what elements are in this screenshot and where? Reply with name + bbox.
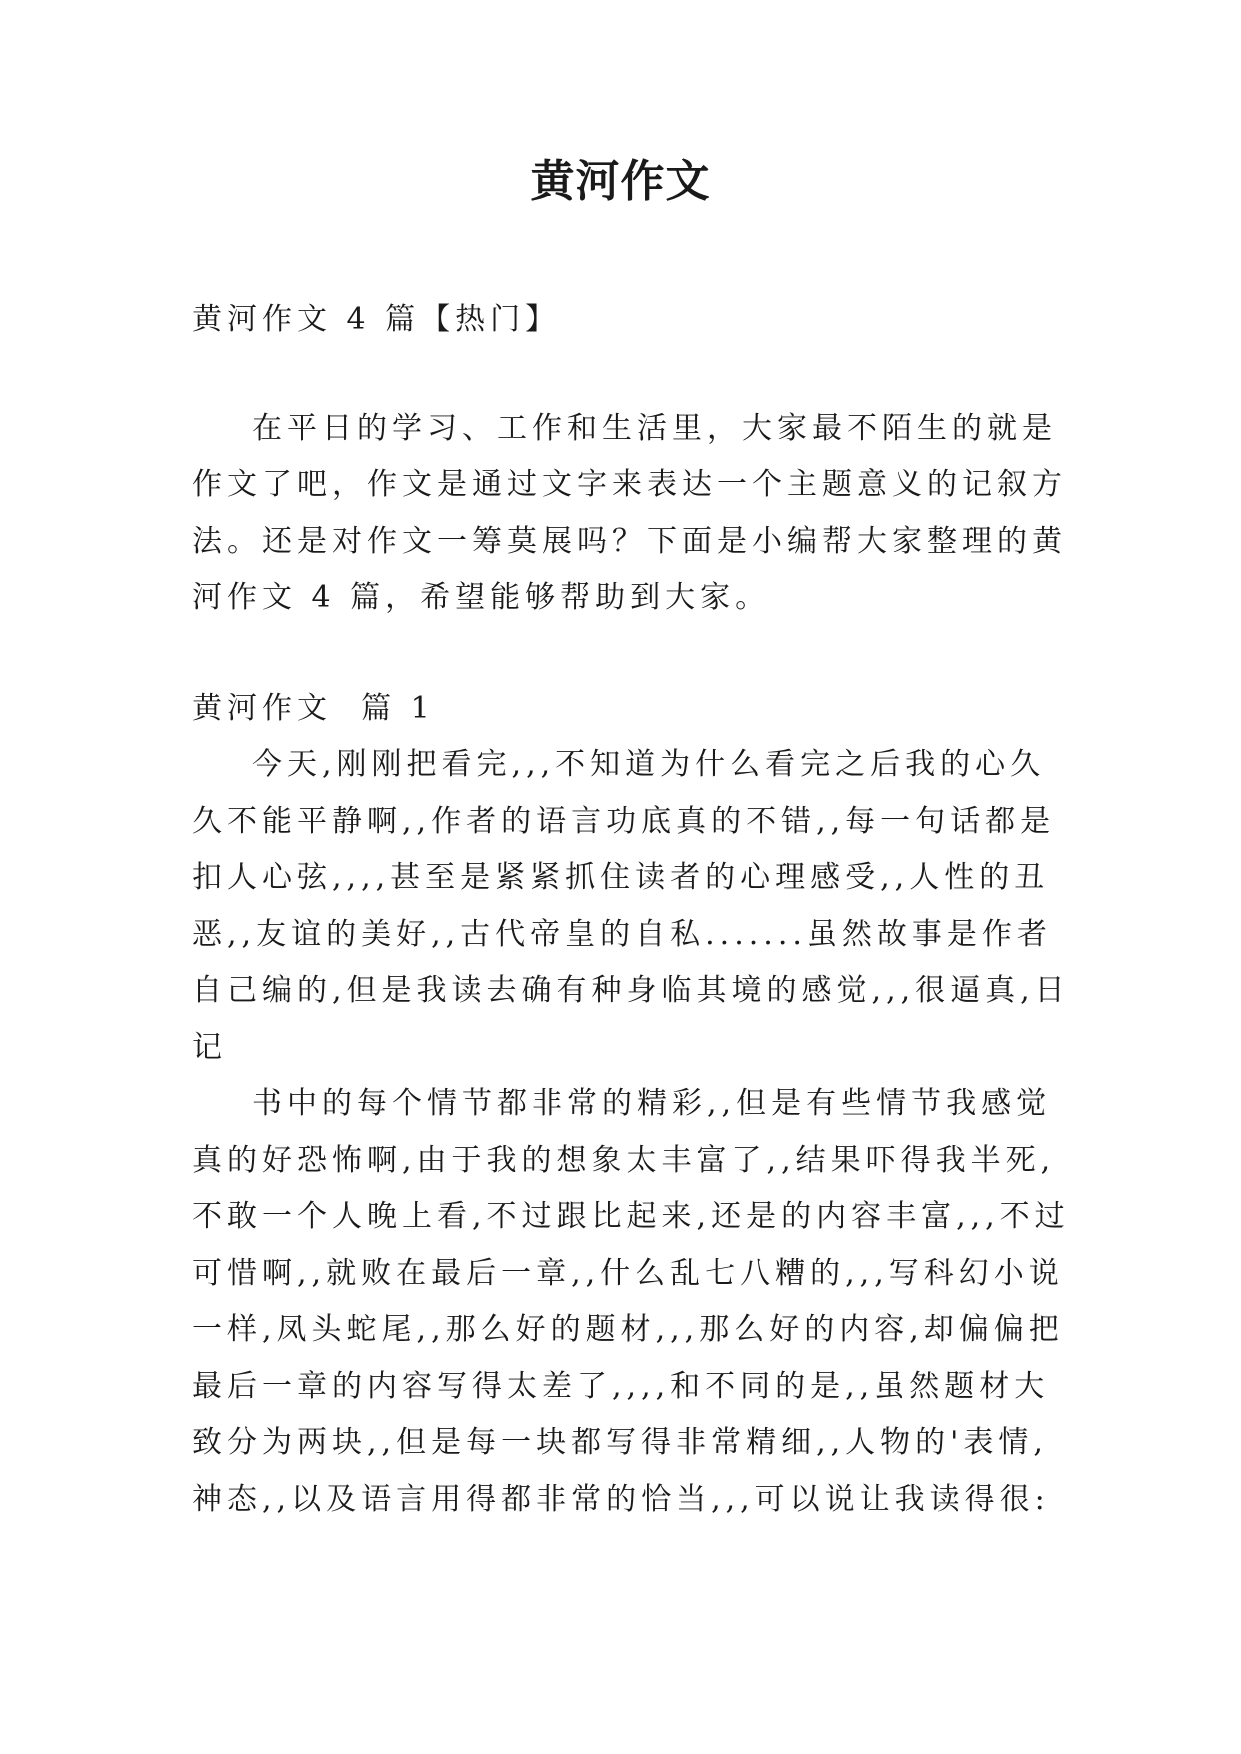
body-paragraph-2: 书中的每个情节都非常的精彩,,但是有些情节我感觉真的好恐怖啊,由于我的想象太丰富了,,结果吓得我半死,不敢一个人晚上看,不过跟比起来,还是的内容丰富,,,不过可惜啊,,就败在最后一章,,什么乱七八糟的,,,写科幻小说一样,凤头蛇尾,,那么好的题材,,,那么好的内容,却偏偏把最后一章的内容写得太差了,,,,和不同的是,,虽然题材大致分为两块,,但是每一块都写得非常精细,,人物的'表情,神态,,以及语言用得都非常的恰当,,,可以说让我读得很: [192,1086,1070,1517]
document-subtitle: 黄河作文 4 篇【热门】 [192,302,561,337]
section-heading: 黄河作文 篇 1 [192,690,435,726]
body-paragraph-1: 今天,刚刚把看完,,,不知道为什么看完之后我的心久久不能平静啊,,作者的语言功底真的不错,,每一句话都是扣人心弦,,,,甚至是紧紧抓住读者的心理感受,,人性的丑恶,,友谊的美好,,古代帝皇的自私.......虽然故事是作者自己编的,但是我读去确有种身临其境的感觉,,,很逼真,日记 [192,747,1070,1065]
intro-paragraph: 在平日的学习、工作和生活里，大家最不陌生的就是作文了吧，作文是通过文字来表达一个主题意义的记叙方法。还是对作文一筹莫展吗？下面是小编帮大家整理的黄河作文 4 篇，希望能够帮助到大家。 [192,410,1067,615]
document-title: 黄河作文 [530,156,711,207]
document-body [192,292,1072,1528]
